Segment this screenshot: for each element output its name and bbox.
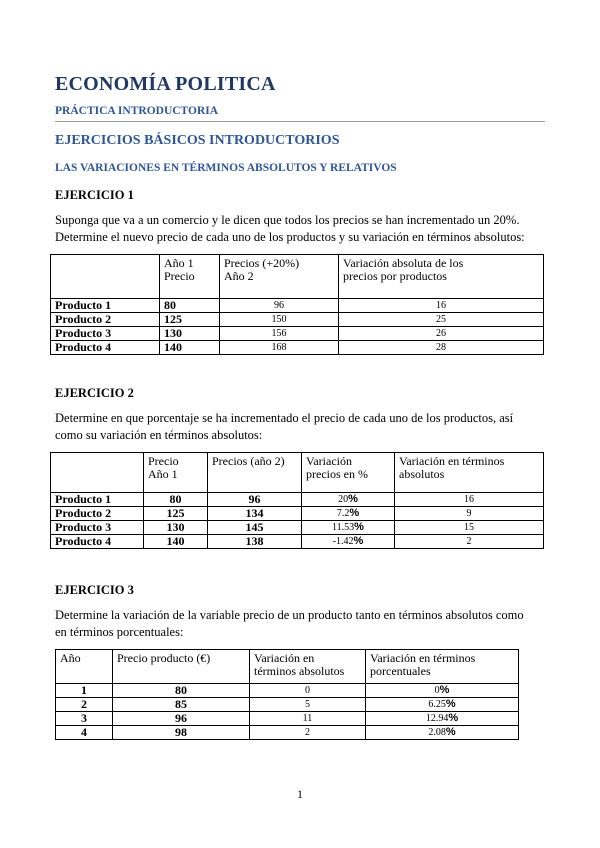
table-header-cell: Variación en términos absolutos — [395, 453, 544, 493]
price-year-2: 96 — [220, 299, 339, 313]
row-label: Producto 4 — [51, 341, 160, 355]
price-year-2: 150 — [220, 313, 339, 327]
percent-variation — [366, 698, 519, 712]
table-row — [51, 299, 544, 313]
year: 2 — [56, 698, 113, 712]
table-row — [51, 521, 544, 535]
table-header-cell: Variación precios en % — [302, 453, 395, 493]
table-row — [51, 493, 544, 507]
exercise-2-text-line-2: como su variación en términos absolutos: — [55, 428, 263, 442]
table-header-cell — [51, 453, 144, 493]
percent-value: 2.08 — [428, 727, 446, 738]
table-row — [56, 684, 519, 698]
percent-sign: % — [445, 698, 456, 710]
row-label: Producto 1 — [51, 493, 144, 507]
table-header-cell: Variación en términos absolutos — [250, 650, 366, 684]
percent-sign: % — [445, 726, 456, 738]
table-header-cell: Año — [56, 650, 113, 684]
table-header-cell: Precios (+20%) Año 2 — [220, 255, 339, 299]
price-year-2: 156 — [220, 327, 339, 341]
exercise-2-text-line-1: Determine en que porcentaje se ha incrementado el precio de cada uno de los productos, así — [55, 411, 514, 425]
percent-sign: % — [353, 535, 364, 547]
price-year-1: 80 — [160, 299, 220, 313]
table-row — [51, 341, 544, 355]
percent-sign: % — [349, 507, 360, 519]
exercise-3-text-line-1: Determine la variación de la variable precio de un producto tanto en términos absolutos como — [55, 608, 524, 622]
table-row — [56, 712, 519, 726]
document-subtitle: PRÁCTICA INTRODUCTORIA — [55, 105, 219, 117]
year: 3 — [56, 712, 113, 726]
percent-value: 0 — [434, 685, 440, 696]
price-year-1: 140 — [144, 535, 208, 549]
percent-variation — [302, 493, 395, 507]
section-heading: EJERCICIOS BÁSICOS INTRODUCTORIOS — [55, 133, 340, 148]
absolute-variation: 2 — [250, 726, 366, 740]
price-year-2: 168 — [220, 341, 339, 355]
percent-value: -1.42 — [332, 536, 354, 547]
absolute-variation: 11 — [250, 712, 366, 726]
percent-variation — [302, 507, 395, 521]
table-header-cell: Precio producto (€) — [113, 650, 250, 684]
year: 1 — [56, 684, 113, 698]
exercise-1-table — [50, 254, 544, 355]
table-header-cell: Año 1 Precio — [160, 255, 220, 299]
percent-variation — [302, 521, 395, 535]
product-price: 98 — [113, 726, 250, 740]
exercise-2-table — [50, 452, 544, 549]
exercise-3-text-line-2: en términos porcentuales: — [55, 625, 184, 639]
percent-variation — [366, 726, 519, 740]
price-year-2: 145 — [208, 521, 302, 535]
exercise-2-title: EJERCICIO 2 — [55, 386, 134, 400]
table-header-cell: Precio Año 1 — [144, 453, 208, 493]
table-row — [51, 327, 544, 341]
table-row — [51, 535, 544, 549]
price-year-1: 130 — [144, 521, 208, 535]
table-row — [56, 726, 519, 740]
table-header-cell — [51, 255, 160, 299]
row-label: Producto 1 — [51, 299, 160, 313]
exercise-3-title: EJERCICIO 3 — [55, 583, 134, 597]
table-header-row — [51, 453, 544, 493]
percent-variation — [302, 535, 395, 549]
percent-variation — [366, 712, 519, 726]
table-row — [51, 507, 544, 521]
absolute-variation: 16 — [395, 493, 544, 507]
percent-value: 6.25 — [428, 699, 446, 710]
exercise-3-table — [55, 649, 519, 740]
percent-value: 7.2 — [336, 508, 350, 519]
price-year-1: 130 — [160, 327, 220, 341]
row-label: Producto 3 — [51, 521, 144, 535]
product-price: 80 — [113, 684, 250, 698]
price-year-1: 80 — [144, 493, 208, 507]
percent-sign: % — [439, 684, 450, 696]
subsection-heading: LAS VARIACIONES EN TÉRMINOS ABSOLUTOS Y RELATIVOS — [55, 162, 397, 174]
table-header-cell: Variación en términos porcentuales — [366, 650, 519, 684]
year: 4 — [56, 726, 113, 740]
table-row — [56, 698, 519, 712]
table-header-cell: Precios (año 2) — [208, 453, 302, 493]
absolute-variation: 16 — [339, 299, 544, 313]
price-year-1: 125 — [144, 507, 208, 521]
absolute-variation: 26 — [339, 327, 544, 341]
row-label: Producto 2 — [51, 507, 144, 521]
price-year-2: 96 — [208, 493, 302, 507]
absolute-variation: 9 — [395, 507, 544, 521]
table-row — [51, 313, 544, 327]
percent-variation — [366, 684, 519, 698]
table-header-cell: Variación absoluta de los precios por productos — [339, 255, 544, 299]
table-header-row — [56, 650, 519, 684]
page-number: 1 — [297, 787, 303, 801]
price-year-1: 140 — [160, 341, 220, 355]
absolute-variation: 0 — [250, 684, 366, 698]
price-year-1: 125 — [160, 313, 220, 327]
exercise-1-text-line-1: Suponga que va a un comercio y le dicen que todos los precios se han incrementado un 20%. — [55, 213, 520, 227]
percent-value: 12.94 — [425, 713, 449, 724]
heading-rule — [55, 121, 545, 122]
absolute-variation: 25 — [339, 313, 544, 327]
absolute-variation: 5 — [250, 698, 366, 712]
percent-value: 11.53 — [332, 522, 355, 533]
percent-value: 20 — [338, 494, 349, 505]
table-header-row — [51, 255, 544, 299]
absolute-variation: 2 — [395, 535, 544, 549]
product-price: 96 — [113, 712, 250, 726]
row-label: Producto 2 — [51, 313, 160, 327]
exercise-1-text-line-2: Determine el nuevo precio de cada uno de los productos y su variación en términos absolutos: — [55, 230, 525, 244]
exercise-1-title: EJERCICIO 1 — [55, 188, 134, 202]
row-label: Producto 4 — [51, 535, 144, 549]
price-year-2: 134 — [208, 507, 302, 521]
percent-sign: % — [354, 521, 364, 533]
row-label: Producto 3 — [51, 327, 160, 341]
price-year-2: 138 — [208, 535, 302, 549]
percent-sign: % — [348, 493, 358, 505]
absolute-variation: 15 — [395, 521, 544, 535]
percent-sign: % — [448, 712, 459, 724]
product-price: 85 — [113, 698, 250, 712]
document-title: ECONOMÍA POLITICA — [55, 73, 276, 95]
absolute-variation: 28 — [339, 341, 544, 355]
